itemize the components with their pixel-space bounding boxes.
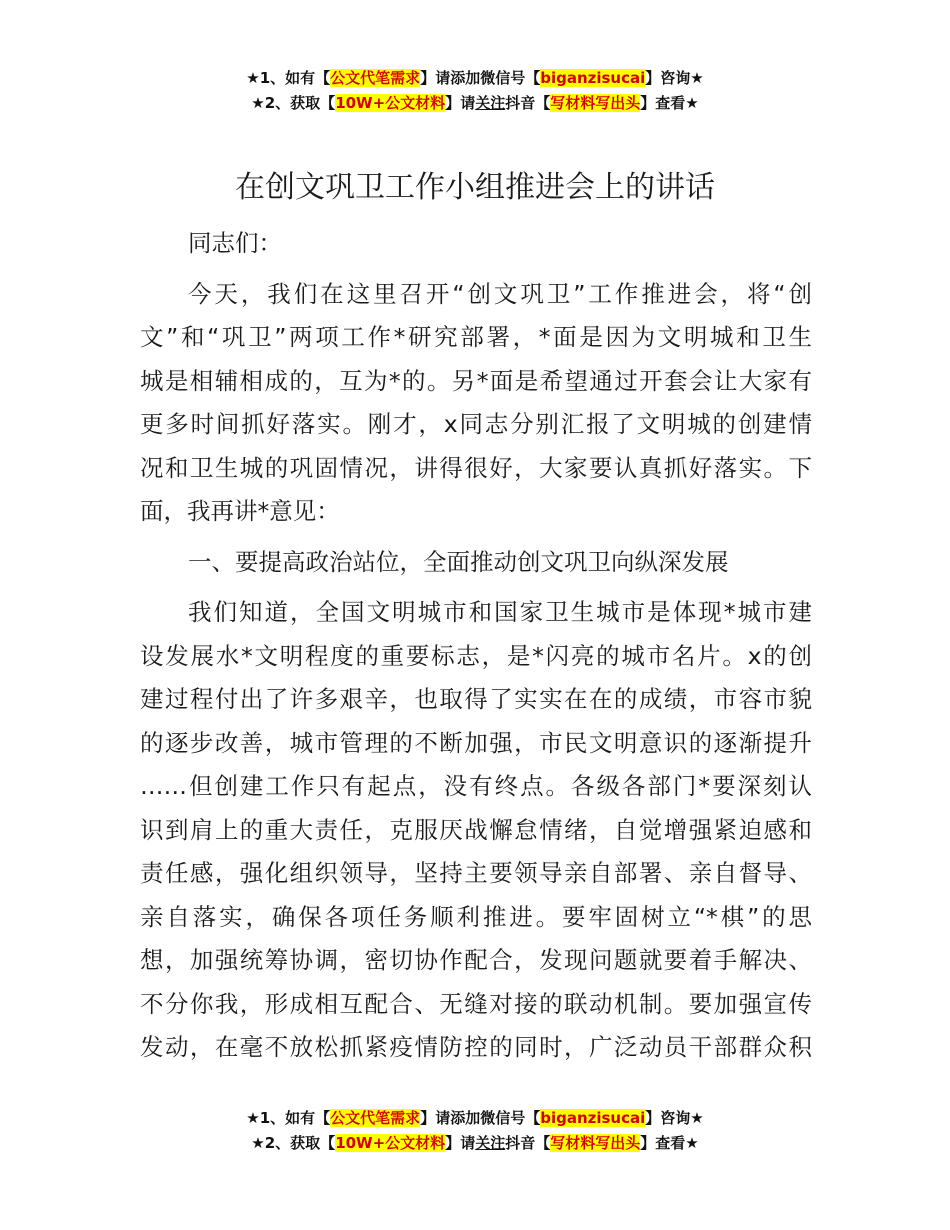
highlight-materials: 10W+公文材料 <box>335 1134 446 1152</box>
paragraph-1-line: 今天，我们在这里召开“创文巩卫”工作推进会，将“创 <box>188 279 812 308</box>
highlight-douyin-account: 写材料写出头 <box>550 1134 641 1152</box>
salutation: 同志们： <box>188 229 282 257</box>
paragraph-2-line: 识到肩上的重大责任，克服厌战懈怠情绪，自觉增强紧迫感和 <box>140 815 812 844</box>
paragraph-2-line: ……但创建工作只有起点，没有终点。各级各部门*要深刻认 <box>140 772 812 800</box>
paragraph-1-line: 况和卫生城的巩固情况，讲得很好，大家要认真抓好落实。下 <box>140 453 812 482</box>
paragraph-2-line: 不分你我，形成相互配合、无缝对接的联动机制。要加强宣传 <box>140 989 812 1018</box>
header-notice-banner <box>0 66 950 116</box>
highlight-materials: 10W+公文材料 <box>335 94 446 112</box>
highlight-ghostwriting: 公文代笔需求 <box>330 69 421 87</box>
underlined-follow: 关注 <box>475 1134 506 1152</box>
footer-notice-banner <box>0 1106 950 1156</box>
paragraph-2-line: 亲自落实，确保各项任务顺利推进。要牢固树立“*棋”的思 <box>140 902 812 931</box>
paragraph-1-line: 更多时间抓好落实。刚才，x同志分别汇报了文明城的创建情 <box>140 410 812 438</box>
notice-line-2: ★2、获取【10W+公文材料】请关注抖音【写材料写出头】查看★ <box>251 1134 699 1152</box>
paragraph-1-line: 城是相辅相成的，互为*的。另*面是希望通过开套会让大家有 <box>140 366 812 395</box>
paragraph-1-line: 面，我再讲*意见： <box>140 497 340 525</box>
paragraph-2-line: 建过程付出了许多艰辛，也取得了实实在在的成绩，市容市貌 <box>140 685 812 713</box>
underlined-follow: 关注 <box>475 94 506 112</box>
document-title: 在创文巩卫工作小组推进会上的讲话 <box>235 170 715 205</box>
paragraph-2-line: 设发展水*文明程度的重要标志，是*闪亮的城市名片。x的创 <box>140 641 812 670</box>
highlight-douyin-account: 写材料写出头 <box>550 94 641 112</box>
highlight-ghostwriting: 公文代笔需求 <box>330 1109 421 1127</box>
section-heading-1: 一、要提高政治站位，全面推动创文巩卫向纵深发展 <box>188 547 729 576</box>
paragraph-1-line: 文”和“巩卫”两项工作*研究部署，*面是因为文明城和卫生 <box>140 323 812 351</box>
paragraph-2-line: 我们知道，全国文明城市和国家卫生城市是体现*城市建 <box>188 598 812 626</box>
document-body <box>140 222 812 1070</box>
highlight-wechat-id: biganzisucai <box>540 1109 646 1127</box>
paragraph-2-line: 责任感，强化组织领导，坚持主要领导亲自部署、亲自督导、 <box>140 859 812 887</box>
notice-line-1: ★1、如有【公文代笔需求】请添加微信号【biganzisucai】咨询★ <box>246 1109 704 1127</box>
paragraph-2-line: 发动，在毫不放松抓紧疫情防控的同时，广泛动员干部群众积 <box>140 1033 812 1061</box>
paragraph-2-line: 的逐步改善，城市管理的不断加强，市民文明意识的逐渐提升 <box>140 728 812 757</box>
highlight-wechat-id: biganzisucai <box>540 69 646 87</box>
notice-line-2: ★2、获取【10W+公文材料】请关注抖音【写材料写出头】查看★ <box>251 94 699 112</box>
paragraph-2-line: 想，加强统筹协调，密切协作配合，发现问题就要着手解决、 <box>140 946 812 974</box>
notice-line-1: ★1、如有【公文代笔需求】请添加微信号【biganzisucai】咨询★ <box>246 69 704 87</box>
